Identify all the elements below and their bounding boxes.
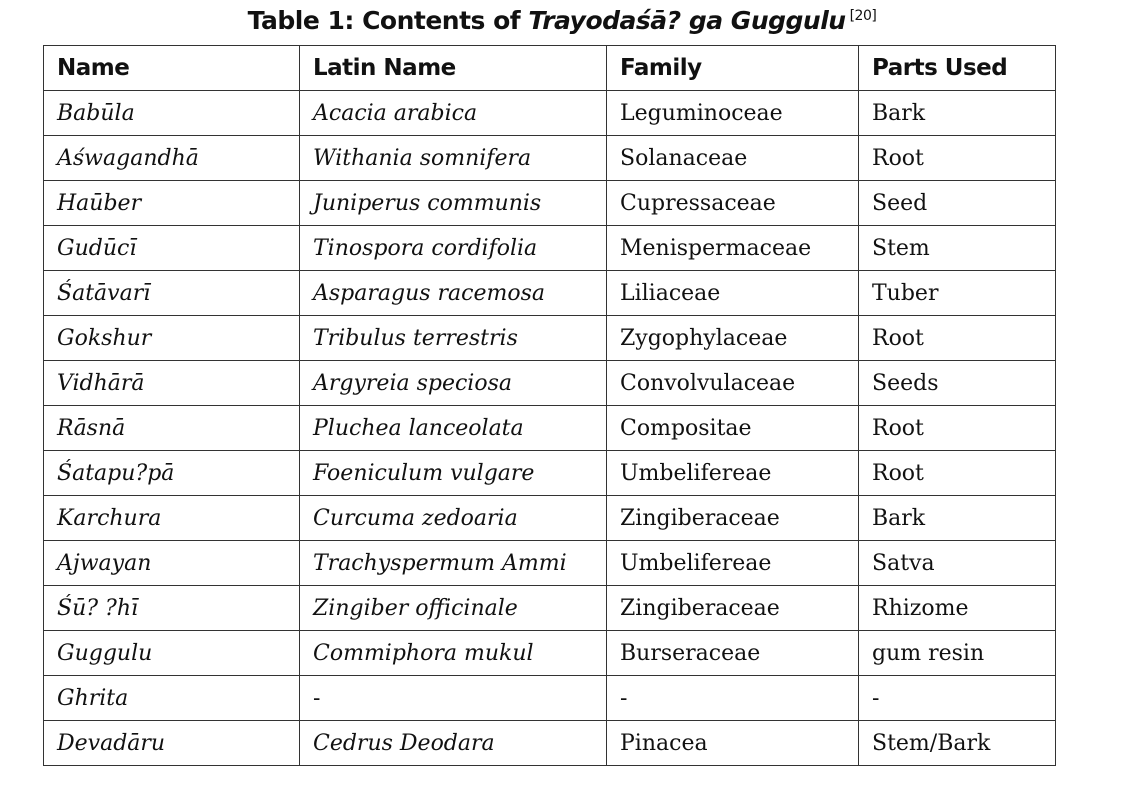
cell-name: Vidhārā (44, 361, 300, 406)
header-latin-name: Latin Name (300, 46, 607, 91)
cell-family: Zingiberaceae (607, 586, 859, 631)
cell-latin-name: Pluchea lanceolata (300, 406, 607, 451)
table-row (44, 226, 1056, 271)
cell-latin-name: Curcuma zedoaria (300, 496, 607, 541)
cell-name: Śatāvarī (44, 271, 300, 316)
cell-name: Babūla (44, 91, 300, 136)
cell-name: Aśwagandhā (44, 136, 300, 181)
table-row (44, 91, 1056, 136)
cell-family: Zygophylaceae (607, 316, 859, 361)
cell-family: Compositae (607, 406, 859, 451)
cell-latin-name: Tinospora cordifolia (300, 226, 607, 271)
cell-name: Śū? ?hī (44, 586, 300, 631)
cell-parts-used: - (859, 676, 1056, 721)
cell-name: Ajwayan (44, 541, 300, 586)
caption-prefix: Table 1: Contents of (247, 6, 529, 35)
cell-family: Zingiberaceae (607, 496, 859, 541)
cell-latin-name: Trachyspermum Ammi (300, 541, 607, 586)
table-row (44, 451, 1056, 496)
cell-latin-name: Tribulus terrestris (300, 316, 607, 361)
cell-parts-used: Root (859, 316, 1056, 361)
table-row (44, 361, 1056, 406)
table-row (44, 136, 1056, 181)
table-row (44, 721, 1056, 766)
cell-family: Menispermaceae (607, 226, 859, 271)
cell-latin-name: Commiphora mukul (300, 631, 607, 676)
cell-parts-used: Satva (859, 541, 1056, 586)
cell-name: Haūber (44, 181, 300, 226)
cell-parts-used: Bark (859, 91, 1056, 136)
table-row (44, 676, 1056, 721)
table-row (44, 316, 1056, 361)
cell-name: Gudūcī (44, 226, 300, 271)
table-row (44, 406, 1056, 451)
cell-family: Pinacea (607, 721, 859, 766)
header-name: Name (44, 46, 300, 91)
cell-latin-name: Cedrus Deodara (300, 721, 607, 766)
cell-parts-used: Root (859, 451, 1056, 496)
caption-title: Trayodaśā? ga Guggulu (528, 6, 846, 35)
cell-latin-name: Asparagus racemosa (300, 271, 607, 316)
cell-latin-name: Argyreia speciosa (300, 361, 607, 406)
cell-name: Devadāru (44, 721, 300, 766)
cell-parts-used: Rhizome (859, 586, 1056, 631)
cell-latin-name: Acacia arabica (300, 91, 607, 136)
cell-name: Śatapu?pā (44, 451, 300, 496)
cell-parts-used: Bark (859, 496, 1056, 541)
cell-family: Liliaceae (607, 271, 859, 316)
cell-name: Rāsnā (44, 406, 300, 451)
cell-name: Ghrita (44, 676, 300, 721)
cell-parts-used: Root (859, 406, 1056, 451)
header-family: Family (607, 46, 859, 91)
cell-name: Gokshur (44, 316, 300, 361)
cell-family: Umbelifereae (607, 451, 859, 496)
cell-parts-used: Seed (859, 181, 1056, 226)
cell-name: Guggulu (44, 631, 300, 676)
cell-family: - (607, 676, 859, 721)
cell-latin-name: Zingiber officinale (300, 586, 607, 631)
table-caption (0, 6, 1124, 35)
header-parts-used: Parts Used (859, 46, 1056, 91)
cell-parts-used: gum resin (859, 631, 1056, 676)
table-row (44, 586, 1056, 631)
table-row (44, 541, 1056, 586)
contents-table (43, 45, 1056, 766)
cell-family: Convolvulaceae (607, 361, 859, 406)
table-row (44, 271, 1056, 316)
cell-latin-name: Withania somnifera (300, 136, 607, 181)
cell-latin-name: - (300, 676, 607, 721)
cell-parts-used: Seeds (859, 361, 1056, 406)
cell-family: Cupressaceae (607, 181, 859, 226)
cell-parts-used: Tuber (859, 271, 1056, 316)
cell-latin-name: Juniperus communis (300, 181, 607, 226)
cell-latin-name: Foeniculum vulgare (300, 451, 607, 496)
cell-family: Solanaceae (607, 136, 859, 181)
table-row (44, 496, 1056, 541)
caption-reference: [20] (849, 7, 877, 24)
table-row (44, 181, 1056, 226)
cell-parts-used: Stem/Bark (859, 721, 1056, 766)
cell-name: Karchura (44, 496, 300, 541)
cell-family: Burseraceae (607, 631, 859, 676)
cell-parts-used: Root (859, 136, 1056, 181)
cell-family: Leguminoceae (607, 91, 859, 136)
cell-parts-used: Stem (859, 226, 1056, 271)
table-row (44, 631, 1056, 676)
cell-family: Umbelifereae (607, 541, 859, 586)
header-row (44, 46, 1056, 91)
